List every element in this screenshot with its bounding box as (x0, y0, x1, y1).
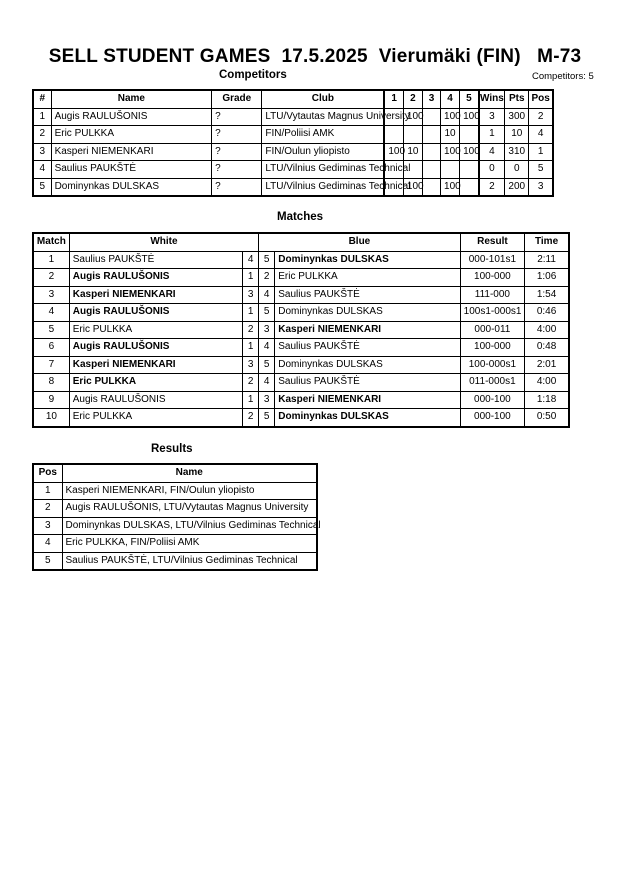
score-vs-4: 10 (441, 126, 460, 144)
match-result: 000-100 (460, 409, 524, 427)
competitor-num: 3 (33, 143, 51, 161)
match-result: 100-000s1 (460, 356, 524, 374)
score-vs-3 (422, 161, 440, 179)
score-vs-5 (460, 126, 479, 144)
competitor-wins: 4 (479, 143, 505, 161)
match-number: 3 (33, 286, 69, 304)
score-vs-1 (384, 126, 403, 144)
score-vs-3 (422, 108, 440, 126)
page-title: SELL STUDENT GAMES 17.5.2025 Vierumäki (FIN) M-73 (48, 46, 582, 67)
match-number: 6 (33, 339, 69, 357)
match-number: 7 (33, 356, 69, 374)
competitor-num: 5 (33, 178, 51, 196)
blue-player-num: 3 (259, 391, 275, 409)
col-3: 3 (422, 90, 440, 108)
col-2: 2 (403, 90, 422, 108)
match-number: 9 (33, 391, 69, 409)
competitor-row (33, 178, 553, 196)
match-time: 1:06 (525, 269, 569, 287)
competitor-pts: 310 (505, 143, 529, 161)
white-player-num: 4 (243, 251, 259, 269)
competitor-wins: 1 (479, 126, 505, 144)
match-row (33, 356, 569, 374)
white-player-num: 2 (243, 321, 259, 339)
competitor-pos: 4 (529, 126, 553, 144)
match-time: 1:18 (525, 391, 569, 409)
col-pts: Pts (505, 90, 529, 108)
matches-header-row (33, 233, 569, 251)
white-player-num: 1 (243, 391, 259, 409)
match-number: 10 (33, 409, 69, 427)
match-result: 000-100 (460, 391, 524, 409)
competitor-name: Kasperi NIEMENKARI (51, 143, 212, 161)
white-player: Eric PULKKA (69, 374, 242, 392)
blue-player: Saulius PAUKŠTĖ (275, 339, 460, 357)
white-player-num: 3 (243, 286, 259, 304)
competitor-pos: 2 (529, 108, 553, 126)
competitor-num: 1 (33, 108, 51, 126)
blue-player-num: 4 (259, 374, 275, 392)
result-pos: 4 (33, 535, 62, 553)
match-time: 0:46 (525, 304, 569, 322)
result-name: Dominynkas DULSKAS, LTU/Vilnius Gediminas Technical (62, 517, 317, 535)
results-header-row (33, 464, 317, 482)
blue-player-num: 4 (259, 339, 275, 357)
match-number: 5 (33, 321, 69, 339)
blue-player-num: 3 (259, 321, 275, 339)
matches-heading: Matches (277, 211, 324, 223)
competitor-pts: 200 (505, 178, 529, 196)
result-name: Augis RAULUŠONIS, LTU/Vytautas Magnus University (62, 500, 317, 518)
competitor-club: LTU/Vilnius Gediminas Technical (262, 178, 384, 196)
col-res-pos: Pos (33, 464, 62, 482)
match-row (33, 374, 569, 392)
competitor-num: 4 (33, 161, 51, 179)
match-result: 000-101s1 (460, 251, 524, 269)
white-player: Augis RAULUŠONIS (69, 391, 242, 409)
score-vs-5: 100 (460, 143, 479, 161)
competitors-table (32, 89, 554, 197)
score-vs-4: 100 (441, 108, 460, 126)
match-result: 111-000 (460, 286, 524, 304)
competitor-row (33, 161, 553, 179)
score-vs-5 (460, 178, 479, 196)
score-vs-4: 100 (441, 178, 460, 196)
match-row (33, 391, 569, 409)
blue-player-num: 5 (259, 356, 275, 374)
white-player-num: 1 (243, 339, 259, 357)
match-time: 4:00 (525, 374, 569, 392)
col-club: Club (262, 90, 384, 108)
blue-player: Saulius PAUKŠTĖ (275, 374, 460, 392)
competitor-grade: ? (212, 143, 262, 161)
competitor-row (33, 108, 553, 126)
result-row (33, 552, 317, 570)
competitor-club: LTU/Vytautas Magnus University (262, 108, 384, 126)
score-vs-4 (441, 161, 460, 179)
match-row (33, 286, 569, 304)
white-player: Augis RAULUŠONIS (69, 269, 242, 287)
competitor-wins: 2 (479, 178, 505, 196)
score-vs-1: 100 (384, 143, 403, 161)
blue-player: Dominynkas DULSKAS (275, 304, 460, 322)
result-name: Saulius PAUKŠTĖ, LTU/Vilnius Gediminas Technical (62, 552, 317, 570)
white-player: Eric PULKKA (69, 321, 242, 339)
col-wins: Wins (479, 90, 505, 108)
competitor-pos: 1 (529, 143, 553, 161)
score-vs-3 (422, 126, 440, 144)
competitor-pos: 5 (529, 161, 553, 179)
score-vs-2: 100 (403, 178, 422, 196)
match-row (33, 269, 569, 287)
col-match: Match (33, 233, 69, 251)
white-player: Kasperi NIEMENKARI (69, 286, 242, 304)
competitor-grade: ? (212, 108, 262, 126)
match-number: 8 (33, 374, 69, 392)
competitor-pts: 10 (505, 126, 529, 144)
match-result: 100-000 (460, 269, 524, 287)
matches-table (32, 232, 570, 428)
competitor-club: LTU/Vilnius Gediminas Technical (262, 161, 384, 179)
competitor-grade: ? (212, 178, 262, 196)
competitor-pts: 0 (505, 161, 529, 179)
results-heading: Results (151, 443, 193, 455)
score-vs-5: 100 (460, 108, 479, 126)
blue-player-num: 5 (259, 304, 275, 322)
result-row (33, 535, 317, 553)
col-time: Time (525, 233, 569, 251)
score-vs-2 (403, 126, 422, 144)
result-pos: 2 (33, 500, 62, 518)
competitor-club: FIN/Oulun yliopisto (262, 143, 384, 161)
competitor-wins: 3 (479, 108, 505, 126)
result-name: Kasperi NIEMENKARI, FIN/Oulun yliopisto (62, 482, 317, 500)
match-result: 100s1-000s1 (460, 304, 524, 322)
competitor-grade: ? (212, 161, 262, 179)
results-table (32, 463, 321, 571)
match-time: 0:48 (525, 339, 569, 357)
match-result: 011-000s1 (460, 374, 524, 392)
competitor-name: Dominynkas DULSKAS (51, 178, 212, 196)
result-pos: 1 (33, 482, 62, 500)
white-player: Augis RAULUŠONIS (69, 339, 242, 357)
blue-player-num: 4 (259, 286, 275, 304)
result-pos: 5 (33, 552, 62, 570)
col-blue: Blue (259, 233, 461, 251)
competitor-grade: ? (212, 126, 262, 144)
col-result: Result (460, 233, 524, 251)
white-player: Kasperi NIEMENKARI (69, 356, 242, 374)
white-player: Saulius PAUKŠTĖ (69, 251, 242, 269)
score-vs-4: 100 (441, 143, 460, 161)
match-result: 100-000 (460, 339, 524, 357)
score-vs-2: 100 (403, 108, 422, 126)
match-time: 1:54 (525, 286, 569, 304)
competitor-wins: 0 (479, 161, 505, 179)
white-player-num: 1 (243, 304, 259, 322)
white-player-num: 3 (243, 356, 259, 374)
result-row (33, 500, 317, 518)
match-time: 2:01 (525, 356, 569, 374)
col-name: Name (51, 90, 212, 108)
match-time: 2:11 (525, 251, 569, 269)
match-row (33, 304, 569, 322)
match-number: 2 (33, 269, 69, 287)
match-result: 000-011 (460, 321, 524, 339)
competitor-name: Augis RAULUŠONIS (51, 108, 212, 126)
match-row (33, 251, 569, 269)
blue-player-num: 5 (259, 409, 275, 427)
white-player-num: 2 (243, 374, 259, 392)
col-1: 1 (384, 90, 403, 108)
competitor-pos: 3 (529, 178, 553, 196)
match-time: 4:00 (525, 321, 569, 339)
blue-player-num: 5 (259, 251, 275, 269)
result-pos: 3 (33, 517, 62, 535)
col-4: 4 (441, 90, 460, 108)
col-5: 5 (460, 90, 479, 108)
white-player: Augis RAULUŠONIS (69, 304, 242, 322)
result-row (33, 482, 317, 500)
score-vs-2: 10 (403, 143, 422, 161)
competitor-name: Saulius PAUKŠTĖ (51, 161, 212, 179)
competitor-name: Eric PULKKA (51, 126, 212, 144)
competitor-num: 2 (33, 126, 51, 144)
competitors-count: Competitors: 5 (532, 71, 594, 82)
col-grade: Grade (212, 90, 262, 108)
white-player-num: 2 (243, 409, 259, 427)
result-row (33, 517, 317, 535)
result-name: Eric PULKKA, FIN/Poliisi AMK (62, 535, 317, 553)
match-time: 0:50 (525, 409, 569, 427)
col-num: # (33, 90, 51, 108)
match-row (33, 321, 569, 339)
col-res-name: Name (62, 464, 317, 482)
competitor-row (33, 126, 553, 144)
score-vs-3 (422, 178, 440, 196)
score-vs-3 (422, 143, 440, 161)
competitors-header-row (33, 90, 553, 108)
blue-player-num: 2 (259, 269, 275, 287)
competitor-row (33, 143, 553, 161)
blue-player: Kasperi NIEMENKARI (275, 391, 460, 409)
col-white: White (69, 233, 258, 251)
blue-player: Dominynkas DULSKAS (275, 409, 460, 427)
blue-player: Kasperi NIEMENKARI (275, 321, 460, 339)
match-row (33, 409, 569, 427)
blue-player: Dominynkas DULSKAS (275, 251, 460, 269)
competitors-heading: Competitors (219, 69, 287, 81)
white-player-num: 1 (243, 269, 259, 287)
blue-player: Eric PULKKA (275, 269, 460, 287)
competitor-club: FIN/Poliisi AMK (262, 126, 384, 144)
competitor-pts: 300 (505, 108, 529, 126)
col-pos: Pos (529, 90, 553, 108)
match-number: 4 (33, 304, 69, 322)
white-player: Eric PULKKA (69, 409, 242, 427)
blue-player: Saulius PAUKŠTĖ (275, 286, 460, 304)
blue-player: Dominynkas DULSKAS (275, 356, 460, 374)
match-number: 1 (33, 251, 69, 269)
match-row (33, 339, 569, 357)
score-vs-5 (460, 161, 479, 179)
